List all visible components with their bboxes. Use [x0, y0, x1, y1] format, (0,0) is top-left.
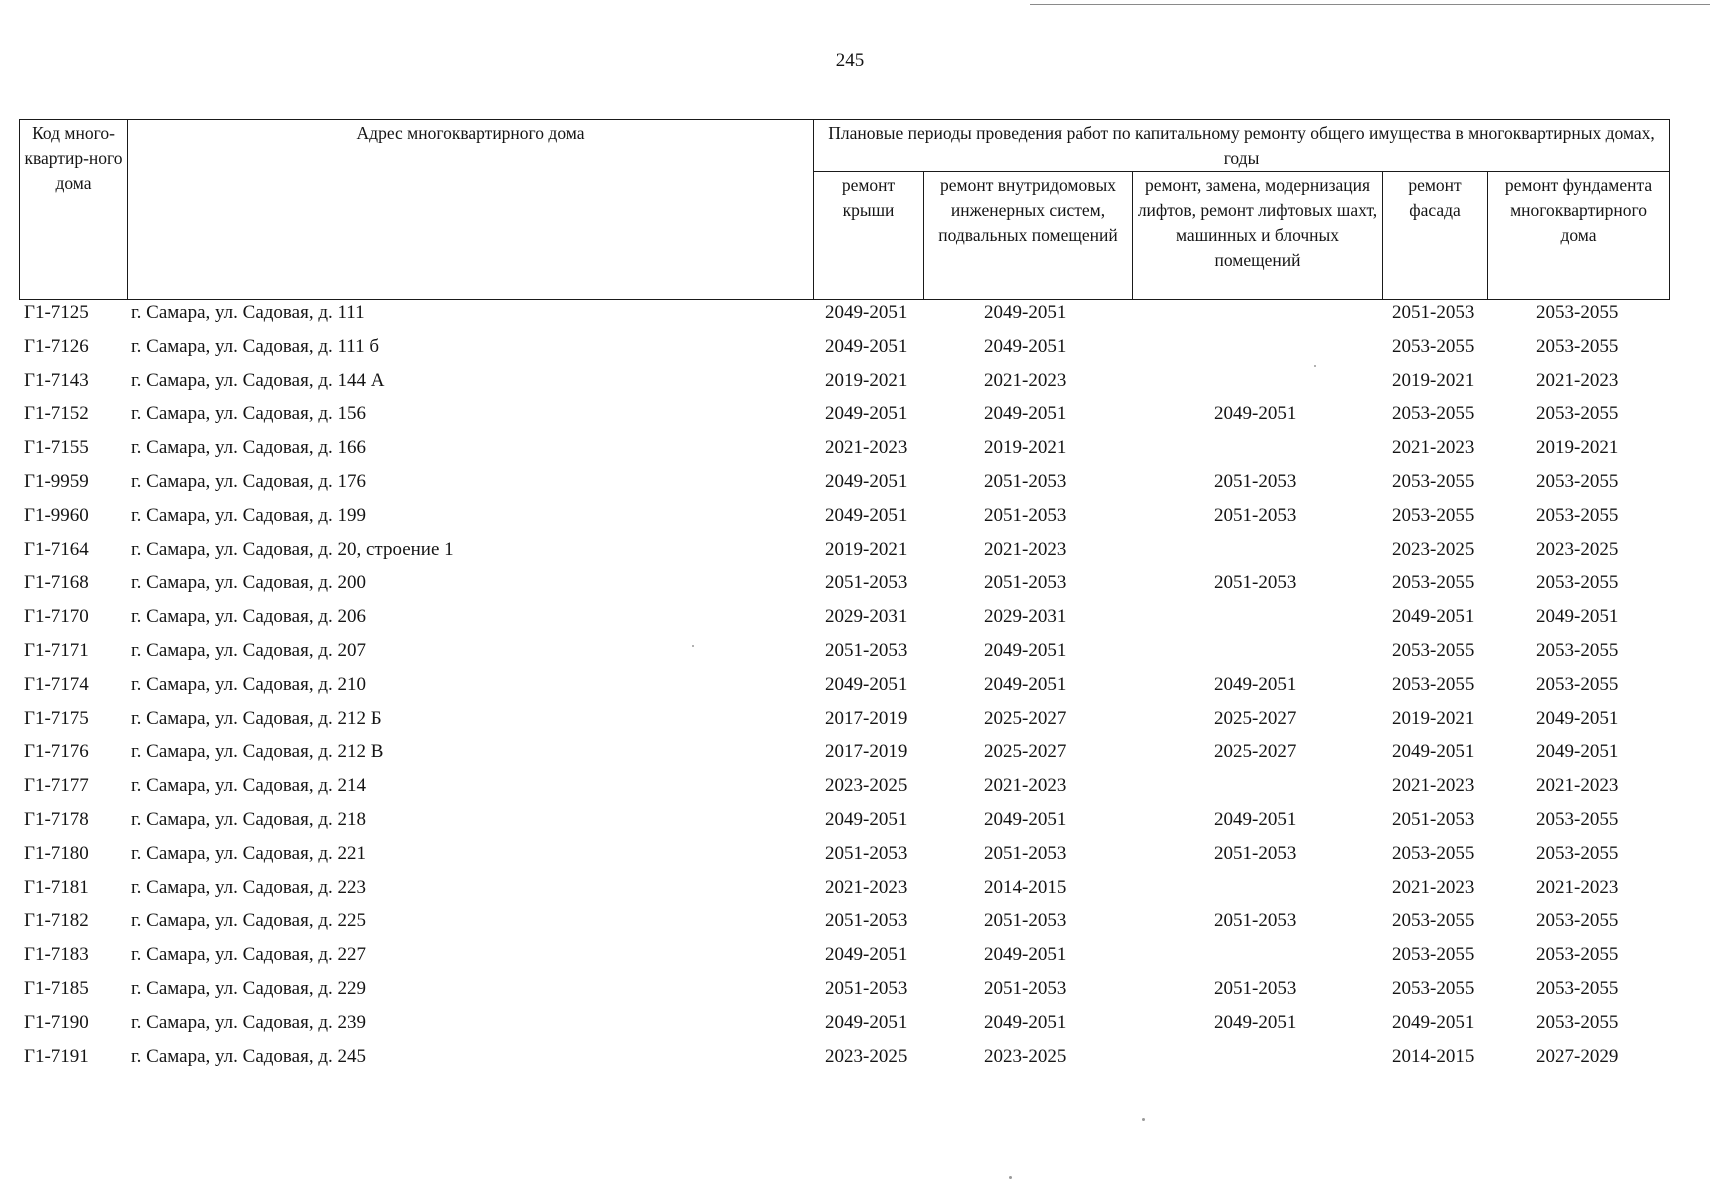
table-row — [0, 704, 1700, 738]
row-engineering-period: 2051-2053 — [984, 504, 1067, 526]
header-foundation: ремонт фундамента многоквартирного дома — [1488, 172, 1670, 300]
row-foundation-period: 2021-2023 — [1536, 876, 1619, 898]
row-foundation-period: 2053-2055 — [1536, 977, 1619, 999]
row-code: Г1-7180 — [24, 842, 89, 864]
row-engineering-period: 2029-2031 — [984, 606, 1067, 628]
table-row — [0, 1008, 1700, 1042]
row-code: Г1-7178 — [24, 808, 89, 830]
table-row — [0, 602, 1700, 636]
row-foundation-period: 2053-2055 — [1536, 808, 1619, 830]
row-lifts-period: 2051-2053 — [1214, 977, 1297, 999]
row-facade-period: 2019-2021 — [1392, 369, 1475, 391]
row-foundation-period: 2053-2055 — [1536, 944, 1619, 966]
row-roof-period: 2051-2053 — [825, 572, 908, 594]
row-address: г. Самара, ул. Садовая, д. 245 — [131, 1045, 366, 1067]
row-code: Г1-7183 — [24, 944, 89, 966]
row-roof-period: 2051-2053 — [825, 639, 908, 661]
table-row — [0, 670, 1700, 704]
row-foundation-period: 2053-2055 — [1536, 470, 1619, 492]
row-engineering-period: 2051-2053 — [984, 470, 1067, 492]
table-row — [0, 1042, 1700, 1076]
row-roof-period: 2049-2051 — [825, 808, 908, 830]
row-facade-period: 2049-2051 — [1392, 606, 1475, 628]
row-facade-period: 2053-2055 — [1392, 673, 1475, 695]
row-engineering-period: 2051-2053 — [984, 910, 1067, 932]
header-code: Код много-квартир-ного дома — [20, 120, 128, 300]
table-row — [0, 974, 1700, 1008]
row-engineering-period: 2021-2023 — [984, 538, 1067, 560]
row-code: Г1-7175 — [24, 707, 89, 729]
table-row — [0, 636, 1700, 670]
row-roof-period: 2023-2025 — [825, 775, 908, 797]
row-foundation-period: 2049-2051 — [1536, 606, 1619, 628]
row-address: г. Самара, ул. Садовая, д. 166 — [131, 437, 366, 459]
row-facade-period: 2051-2053 — [1392, 302, 1475, 323]
row-foundation-period: 2049-2051 — [1536, 707, 1619, 729]
row-address: г. Самара, ул. Садовая, д. 221 — [131, 842, 366, 864]
row-lifts-period: 2049-2051 — [1214, 1011, 1297, 1033]
row-engineering-period: 2051-2053 — [984, 572, 1067, 594]
row-engineering-period: 2051-2053 — [984, 977, 1067, 999]
row-facade-period: 2049-2051 — [1392, 741, 1475, 763]
row-address: г. Самара, ул. Садовая, д. 176 — [131, 470, 366, 492]
row-lifts-period: 2051-2053 — [1214, 572, 1297, 594]
row-code: Г1-7181 — [24, 876, 89, 898]
table-row — [0, 332, 1700, 366]
row-roof-period: 2021-2023 — [825, 876, 908, 898]
row-foundation-period: 2053-2055 — [1536, 673, 1619, 695]
row-engineering-period: 2049-2051 — [984, 944, 1067, 966]
row-code: Г1-7176 — [24, 741, 89, 763]
row-facade-period: 2049-2051 — [1392, 1011, 1475, 1033]
row-engineering-period: 2049-2051 — [984, 673, 1067, 695]
row-foundation-period: 2053-2055 — [1536, 842, 1619, 864]
row-code: Г1-7190 — [24, 1011, 89, 1033]
scan-speck — [1314, 365, 1316, 367]
row-address: г. Самара, ул. Садовая, д. 212 Б — [131, 707, 382, 729]
row-engineering-period: 2025-2027 — [984, 741, 1067, 763]
row-roof-period: 2019-2021 — [825, 369, 908, 391]
row-roof-period: 2049-2051 — [825, 403, 908, 425]
top-rule — [1030, 4, 1710, 5]
row-facade-period: 2053-2055 — [1392, 470, 1475, 492]
scan-speck — [1142, 1118, 1145, 1121]
row-foundation-period: 2053-2055 — [1536, 910, 1619, 932]
row-address: г. Самара, ул. Садовая, д. 210 — [131, 673, 366, 695]
row-foundation-period: 2053-2055 — [1536, 302, 1619, 323]
row-code: Г1-7125 — [24, 302, 89, 323]
row-address: г. Самара, ул. Садовая, д. 20, строение 1 — [131, 538, 454, 560]
row-facade-period: 2021-2023 — [1392, 437, 1475, 459]
row-engineering-period: 2049-2051 — [984, 403, 1067, 425]
row-address: г. Самара, ул. Садовая, д. 200 — [131, 572, 366, 594]
row-code: Г1-9959 — [24, 470, 89, 492]
row-engineering-period: 2023-2025 — [984, 1045, 1067, 1067]
row-facade-period: 2053-2055 — [1392, 639, 1475, 661]
row-address: г. Самара, ул. Садовая, д. 229 — [131, 977, 366, 999]
table-row — [0, 906, 1700, 940]
row-roof-period: 2049-2051 — [825, 944, 908, 966]
row-foundation-period: 2053-2055 — [1536, 504, 1619, 526]
row-lifts-period: 2051-2053 — [1214, 504, 1297, 526]
row-facade-period: 2014-2015 — [1392, 1045, 1475, 1067]
row-code: Г1-7191 — [24, 1045, 89, 1067]
row-foundation-period: 2019-2021 — [1536, 437, 1619, 459]
row-facade-period: 2053-2055 — [1392, 910, 1475, 932]
row-foundation-period: 2049-2051 — [1536, 741, 1619, 763]
row-address: г. Самара, ул. Садовая, д. 199 — [131, 504, 366, 526]
row-address: г. Самара, ул. Садовая, д. 223 — [131, 876, 366, 898]
row-code: Г1-7170 — [24, 606, 89, 628]
table-header — [19, 119, 1670, 300]
row-roof-period: 2019-2021 — [825, 538, 908, 560]
row-facade-period: 2053-2055 — [1392, 335, 1475, 357]
row-code: Г1-7174 — [24, 673, 89, 695]
row-code: Г1-7171 — [24, 639, 89, 661]
row-engineering-period: 2021-2023 — [984, 775, 1067, 797]
table-row — [0, 839, 1700, 873]
table-row — [0, 568, 1700, 602]
row-address: г. Самара, ул. Садовая, д. 111 — [131, 302, 365, 323]
row-roof-period: 2029-2031 — [825, 606, 908, 628]
row-engineering-period: 2049-2051 — [984, 1011, 1067, 1033]
row-roof-period: 2049-2051 — [825, 302, 908, 323]
row-foundation-period: 2021-2023 — [1536, 369, 1619, 391]
row-address: г. Самара, ул. Садовая, д. 227 — [131, 944, 366, 966]
row-address: г. Самара, ул. Садовая, д. 111 б — [131, 335, 380, 357]
row-foundation-period: 2053-2055 — [1536, 639, 1619, 661]
row-lifts-period: 2025-2027 — [1214, 741, 1297, 763]
header-lifts: ремонт, замена, модернизация лифтов, ремонт лифтовых шахт, машинных и блочных помещений — [1133, 172, 1383, 300]
row-roof-period: 2051-2053 — [825, 910, 908, 932]
row-engineering-period: 2049-2051 — [984, 302, 1067, 323]
table-row — [0, 771, 1700, 805]
row-code: Г1-7182 — [24, 910, 89, 932]
row-roof-period: 2017-2019 — [825, 707, 908, 729]
table-row — [0, 501, 1700, 535]
table-row — [0, 535, 1700, 569]
row-code: Г1-7164 — [24, 538, 89, 560]
row-foundation-period: 2053-2055 — [1536, 1011, 1619, 1033]
row-foundation-period: 2053-2055 — [1536, 403, 1619, 425]
row-engineering-period: 2025-2027 — [984, 707, 1067, 729]
row-foundation-period: 2053-2055 — [1536, 335, 1619, 357]
header-engineering: ремонт внутридомовых инженерных систем, подвальных помещений — [924, 172, 1133, 300]
row-address: г. Самара, ул. Садовая, д. 225 — [131, 910, 366, 932]
row-address: г. Самара, ул. Садовая, д. 207 — [131, 639, 366, 661]
row-code: Г1-7168 — [24, 572, 89, 594]
row-address: г. Самара, ул. Садовая, д. 239 — [131, 1011, 366, 1033]
row-address: г. Самара, ул. Садовая, д. 156 — [131, 403, 366, 425]
row-roof-period: 2049-2051 — [825, 470, 908, 492]
row-code: Г1-9960 — [24, 504, 89, 526]
table-row — [0, 940, 1700, 974]
row-facade-period: 2021-2023 — [1392, 775, 1475, 797]
row-address: г. Самара, ул. Садовая, д. 212 В — [131, 741, 384, 763]
row-facade-period: 2023-2025 — [1392, 538, 1475, 560]
row-address: г. Самара, ул. Садовая, д. 214 — [131, 775, 366, 797]
row-engineering-period: 2049-2051 — [984, 639, 1067, 661]
row-roof-period: 2049-2051 — [825, 1011, 908, 1033]
row-facade-period: 2053-2055 — [1392, 572, 1475, 594]
row-foundation-period: 2023-2025 — [1536, 538, 1619, 560]
row-lifts-period: 2049-2051 — [1214, 403, 1297, 425]
row-roof-period: 2021-2023 — [825, 437, 908, 459]
row-address: г. Самара, ул. Садовая, д. 206 — [131, 606, 366, 628]
table-body — [0, 298, 1700, 1075]
row-roof-period: 2017-2019 — [825, 741, 908, 763]
row-foundation-period: 2053-2055 — [1536, 572, 1619, 594]
row-engineering-period: 2021-2023 — [984, 369, 1067, 391]
row-roof-period: 2049-2051 — [825, 335, 908, 357]
row-roof-period: 2049-2051 — [825, 504, 908, 526]
row-lifts-period: 2049-2051 — [1214, 808, 1297, 830]
row-code: Г1-7143 — [24, 369, 89, 391]
row-code: Г1-7155 — [24, 437, 89, 459]
row-engineering-period: 2014-2015 — [984, 876, 1067, 898]
row-address: г. Самара, ул. Садовая, д. 218 — [131, 808, 366, 830]
row-facade-period: 2053-2055 — [1392, 842, 1475, 864]
table-row — [0, 805, 1700, 839]
row-lifts-period: 2051-2053 — [1214, 910, 1297, 932]
row-facade-period: 2053-2055 — [1392, 403, 1475, 425]
row-engineering-period: 2049-2051 — [984, 335, 1067, 357]
scan-speck — [1009, 1176, 1012, 1179]
row-roof-period: 2049-2051 — [825, 673, 908, 695]
row-lifts-period: 2051-2053 — [1214, 842, 1297, 864]
row-facade-period: 2053-2055 — [1392, 504, 1475, 526]
table-row — [0, 737, 1700, 771]
row-roof-period: 2051-2053 — [825, 977, 908, 999]
scan-speck — [692, 645, 694, 647]
page-number: 245 — [835, 50, 865, 71]
header-periods: Плановые периоды проведения работ по капитальному ремонту общего имущества в многоквартирных домах, годы — [814, 120, 1670, 172]
row-engineering-period: 2019-2021 — [984, 437, 1067, 459]
row-facade-period: 2019-2021 — [1392, 707, 1475, 729]
table-row — [0, 433, 1700, 467]
row-facade-period: 2053-2055 — [1392, 977, 1475, 999]
table-row — [0, 467, 1700, 501]
row-lifts-period: 2051-2053 — [1214, 470, 1297, 492]
row-code: Г1-7185 — [24, 977, 89, 999]
table-row — [0, 873, 1700, 907]
row-foundation-period: 2027-2029 — [1536, 1045, 1619, 1067]
row-code: Г1-7177 — [24, 775, 89, 797]
row-code: Г1-7126 — [24, 335, 89, 357]
header-facade: ремонт фасада — [1383, 172, 1488, 300]
row-facade-period: 2051-2053 — [1392, 808, 1475, 830]
table-row — [0, 399, 1700, 433]
row-roof-period: 2023-2025 — [825, 1045, 908, 1067]
table-row — [0, 298, 1700, 332]
row-address: г. Самара, ул. Садовая, д. 144 А — [131, 369, 385, 391]
row-lifts-period: 2025-2027 — [1214, 707, 1297, 729]
header-address: Адрес многоквартирного дома — [128, 120, 814, 300]
row-facade-period: 2021-2023 — [1392, 876, 1475, 898]
header-roof: ремонт крыши — [814, 172, 924, 300]
row-foundation-period: 2021-2023 — [1536, 775, 1619, 797]
table-row — [0, 366, 1700, 400]
row-code: Г1-7152 — [24, 403, 89, 425]
row-roof-period: 2051-2053 — [825, 842, 908, 864]
row-facade-period: 2053-2055 — [1392, 944, 1475, 966]
row-engineering-period: 2051-2053 — [984, 842, 1067, 864]
row-lifts-period: 2049-2051 — [1214, 673, 1297, 695]
row-engineering-period: 2049-2051 — [984, 808, 1067, 830]
